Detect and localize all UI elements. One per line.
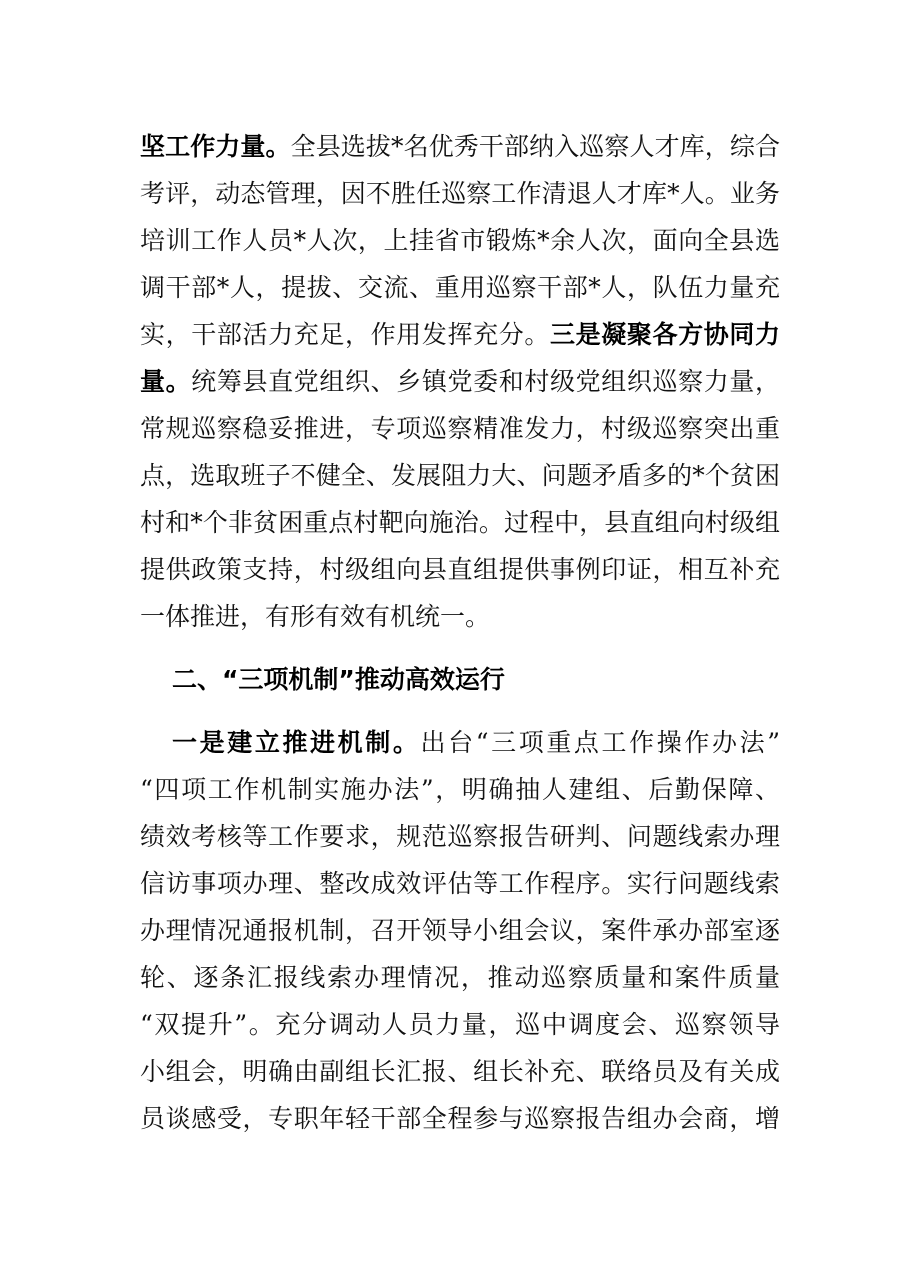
text-line bbox=[140, 594, 780, 640]
text-line bbox=[140, 124, 780, 170]
text-line: “四项工作机制实施办法”，明确抽人建组、后勤保障、 bbox=[140, 775, 780, 804]
line-text: 实，干部活力充足，作用发挥充分。 bbox=[140, 320, 550, 349]
bold-phrase: 三是凝聚各方协同力 bbox=[549, 320, 780, 349]
line-text: 培训工作人员*人次，上挂省市锻炼*余人次，面向全县选 bbox=[140, 226, 780, 255]
section-heading: 二、“三项机制”推动高效运行 bbox=[172, 665, 505, 694]
line-text: 出台“三项重点工作操作办法” bbox=[420, 728, 780, 757]
text-line: 员谈感受，专职年轻干部全程参与巡察报告组办会商，增 bbox=[140, 1104, 780, 1133]
text-line: 绩效考核等工作要求，规范巡察报告研判、问题线索办理 bbox=[140, 822, 780, 851]
bold-phrase: 坚工作力量。 bbox=[140, 132, 291, 161]
line-text: 统筹县直党组织、乡镇党委和村级党组织巡察力量， bbox=[191, 367, 780, 396]
text-line: “双提升”。充分调动人员力量，巡中调度会、巡察领导 bbox=[140, 1010, 780, 1039]
text-line: 小组会，明确由副组长汇报、组长补充、联络员及有关成 bbox=[140, 1057, 780, 1086]
bold-phrase: 量。 bbox=[140, 367, 192, 396]
line-text: 提供政策支持，村级组向县直组提供事例印证，相互补充 bbox=[140, 555, 780, 584]
text-line bbox=[140, 453, 780, 499]
text-line bbox=[140, 265, 780, 311]
text-line bbox=[140, 218, 780, 264]
text-line: 办理情况通报机制，召开领导小组会议，案件承办部室逐 bbox=[140, 916, 780, 945]
text-line bbox=[140, 171, 780, 217]
line-text: 全县选拔*名优秀干部纳入巡察人才库，综合 bbox=[290, 132, 780, 161]
line-text: 常规巡察稳妥推进，专项巡察精准发力，村级巡察突出重 bbox=[140, 414, 780, 443]
text-line bbox=[140, 406, 780, 452]
line-text: 考评，动态管理，因不胜任巡察工作清退人才库*人。业务 bbox=[140, 179, 780, 208]
line-text: 调干部*人，提拔、交流、重用巡察干部*人，队伍力量充 bbox=[140, 273, 780, 302]
text-line: 信访事项办理、整改成效评估等工作程序。实行问题线索 bbox=[140, 869, 780, 898]
text-line bbox=[140, 500, 780, 546]
text-line: 轮、逐条汇报线索办理情况，推动巡察质量和案件质量 bbox=[140, 963, 780, 992]
line-text: 一体推进，有形有效有机统一。 bbox=[140, 602, 491, 631]
bold-phrase: 一是建立推进机制。 bbox=[172, 728, 421, 757]
text-line bbox=[140, 547, 780, 593]
text-line bbox=[140, 312, 780, 358]
text-line bbox=[172, 720, 780, 766]
text-line bbox=[140, 359, 780, 405]
line-text: 村和*个非贫困重点村靶向施治。过程中，县直组向村级组 bbox=[140, 508, 780, 537]
line-text: 点，选取班子不健全、发展阻力大、问题矛盾多的*个贫困 bbox=[140, 461, 780, 490]
